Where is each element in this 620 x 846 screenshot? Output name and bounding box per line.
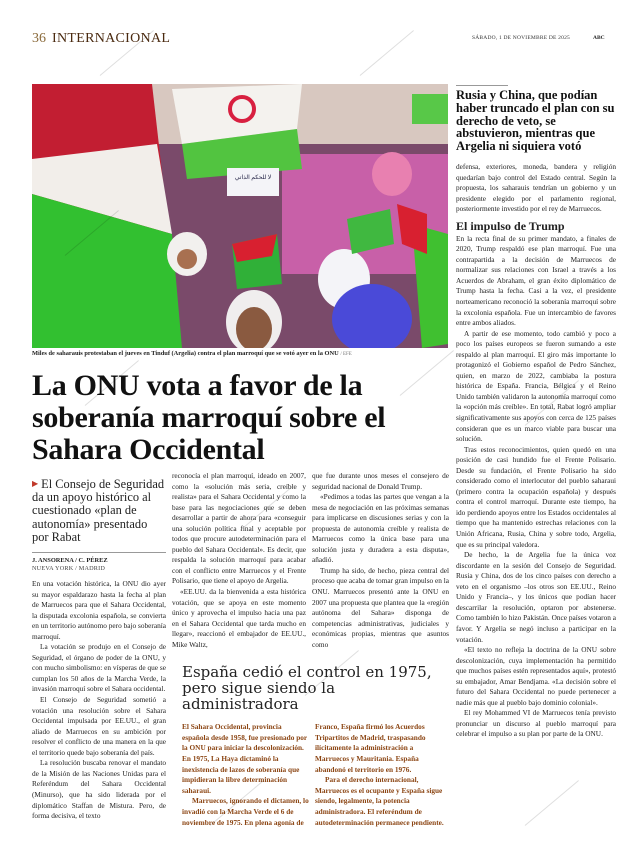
paragraph: «El texto no refleja la doctrina de la ONU sobre descolonización, cuya implementación ha permitido que muchos países estén representados aquí», protestó su embajador, Amar Bendjama. «La decisión sobre el futuro del Sahara Occidental no puede pertenecer a nadie más que al pueblo bajo dominio colonial». [456,645,616,707]
sidebar-box-column-1 [182,722,310,828]
paragraph: «EE.UU. da la bienvenida a esta histórica votación, que se apoya en este momento único y aprovecha el impulso hacia una paz en el Sahara Occidental que tarda mucho en llegar», reaccionó el embajador de EE.UU., Mike Waltz, [172,587,306,649]
protest-sign-text: لا للحكم الذاتي [234,175,272,181]
section-title: INTERNACIONAL [52,31,171,46]
paragraph: Tras estos reconocimientos, quien quedó en una posición de casi hundido fue el Frente Polisario. Desde su fundación, el Frente Polisario ha sido considerado como el interlocutor del pueblo saharaui (primero contra la ocupación española) y después contra el control marroquí. Durante este tiempo, ha ido perdiendo apoyos entre los Estados occidentales al tiempo que ha mantenido estrechas relaciones con la Unión Africana, Rusia, China y sobre todo, Argelia, que es su principal valedora. [456,444,616,549]
paragraph: reconocía el plan marroquí, ideado en 2007, como la «solución más seria, creíble y realista» para el Sahara Occidental y como la base para las negociaciones que se deben desarrollar a partir de ahora para «conseguir una solución política final y aceptable por todos que procure autodeterminación para el pueblo del Sahara Occidental». Es decir, que respalda la solución marroquí para acabar con el conflicto entre Marruecos y el Frente Polisario, que tiene el apoyo de Argelia. [172,471,306,586]
photo-caption [32,350,452,357]
paragraph: La votación se produjo en el Consejo de Seguridad, el órgano de poder de la ONU, y con mucho simbolismo: en vísperas de que se cumplan los 50 años de la Marcha Verde, la invasión marroquí sobre el Sahara occidental. [32,642,166,694]
brand-name: ABC [593,35,605,41]
page-number: 36 [32,31,46,46]
body-column-2 [172,471,306,650]
paragraph: defensa, exteriores, moneda, bandera y religión quedarían bajo control del Estado central. Según la propuesta, los saharauis tendrían un gobierno y un presidente elegido por el parlamento regional, posteriormente investido por el rey de Marruecos. [456,161,616,214]
paragraph: El Consejo de Seguridad sometió a votación una resolución sobre el Sahara Occidental impulsada por EE.UU., el gran aliado de Marruecos en su ambición por resolver el conflicto de una manera en la que el territorio quede bajo soberanía del país. [32,695,166,757]
watermark-line [360,30,414,76]
subheading: El impulso de Trump [456,218,565,233]
headline: La ONU vota a favor de la soberanía marroquí sobre el Sahara Occidental [32,369,386,466]
byline-place: NUEVA YORK / MADRID [32,565,106,573]
paragraph: Para el derecho internacional, Marruecos es el ocupante y España sigue siendo, legalmente, la potencia administradora. El referéndum de autodeterminación permanece pendiente. [315,775,444,827]
caption-text: Miles de saharauis protestaban el jueves en Tinduf (Argelia) contra el plan marroquí que se votó ayer en la ONU [32,350,339,357]
sidebar-box-title: España cedió el control en 1975, pero sigue siendo la administradora [182,663,432,714]
left-column [32,477,166,822]
triangle-bullet-icon: ▶ [32,479,39,488]
paragraph: De hecho, la de Argelia fue la única voz discordante en la sesión del Consejo de Seguridad. Rusia y China, dos de los cinco países con derecho a veto en el organismo –los otros son EE.UU., Reino Unido y Francia–, y los únicos que podían hacer descarrilar la resolución, optaron por abstenerse. Como también lo hizo Pakistán. Once países votaron a favor. Y Argelia se negó incluso a participar en la votación. [456,550,616,644]
divider [32,552,166,553]
paragraph: «Pedimos a todas las partes que vengan a la mesa de negociación en las próximas semanas para implicarse en discusiones serias y con la propuesta de autonomía creíble y realista de Marruecos como la única base para una solución justa y duradera a esta disputa», añadió. [312,492,449,565]
body-column-1 [32,579,166,822]
paragraph: El Sahara Occidental, provincia española desde 1958, fue presionado por la ONU para iniciar la descolonización. En 1975, La Haya dictaminó la inexistencia de lazos de soberanía que impidieran la libre determinación saharaui. [182,722,308,795]
lede [32,477,166,544]
paragraph: que fue durante unos meses el consejero de seguridad nacional de Donald Trump. [312,471,449,491]
sidebar-box-column-2 [315,722,447,828]
paragraph: Trump ha sido, de hecho, pieza central del proceso que acaba de tomar gran impulso en la ONU. Marruecos presentó ante la ONU en 2007 una propuesta que plantea que la «región autónoma del Sahara» disponga de competencias administrativas, judiciales y económicas propias, mientras que asuntos como [312,565,449,649]
right-column [456,85,616,740]
watermark-line [525,780,579,826]
paragraph: Franco, España firmó los Acuerdos Tripartitos de Madrid, traspasando ilícitamente la administración a Marruecos y Mauritania. España abandonó el territorio en 1976. [315,722,426,774]
pull-quote: Rusia y China, que podían haber truncado el plan con su derecho de veto, se abstuvieron, mientras que Argelia ni siquiera votó [456,88,615,154]
middle-columns [172,471,449,828]
paragraph: A partir de ese momento, todo cambió y poco a poco los países europeos se fueron sumando a este respaldo al plan marroquí. El giro más importante lo protagonizó el Gobierno español de Pedro Sánchez, quien, en marzo de 2022, cambiaba la postura histórica de España. Francia, Bélgica y el Reino Unido también validaron la autonomía marroquí como la «opción más creíble». En total, Rabat logró ampliar significativamente sus apoyos con cerca de 125 países consideran que es un marco viable para buscar una solución. [456,328,616,444]
lede-text: El Consejo de Seguridad da un apoyo histórico al cuestionado «plan de autonomía» presentado por Rabat [32,477,165,544]
issue-date: SÁBADO, 1 DE NOVIEMBRE DE 2025 [472,35,570,41]
paragraph: La resolución buscaba renovar el mandato de la Misión de las Naciones Unidas para el Referéndum del Sahara Occidental (Minurso), que ha sido liderada por el diplomático Staffan de Mistura. Pero, de forma decisiva, el texto [32,758,166,821]
protest-photo [32,84,448,348]
body-column-3 [312,471,449,650]
paragraph: En una votación histórica, la ONU dio ayer su mayor espaldarazo hasta la fecha al plan de Marruecos para que el Sahara Occidental, la disputada excolonia española, se convierta en un territorio autónomo pero bajo soberanía marroquí. [32,579,166,641]
paragraph: El rey Mohammed VI de Marruecos tenía previsto pronunciar un discurso al pueblo marroquí para celebrar el impulso a su plan por parte de la ONU. [456,708,616,739]
paragraph: Marruecos, ignorando el dictamen, lo invadió con la Marcha Verde el 6 de noviembre de 1975. En plena agonía de [182,796,309,827]
divider [456,85,508,86]
paragraph: En la recta final de su primer mandato, a finales de 2020, Trump respaldó ese plan marroquí. Fue una contrapartida a la decisión de Marruecos de normalizar sus relaciones con Israel a través a los Acuerdos de Abraham, el gran éxito diplomático de Trump hasta la fecha. Casi a la vez, el presidente norteamericano reconoció la soberanía marroquí sobre la excolonia española. Fue un intercambio de favores entre ambos aliados. [456,233,616,328]
photo-credit: / EFE [340,352,352,357]
body-column-4 [456,162,616,740]
byline-authors: J. ANSORENA / C. PÉREZ [32,557,108,565]
